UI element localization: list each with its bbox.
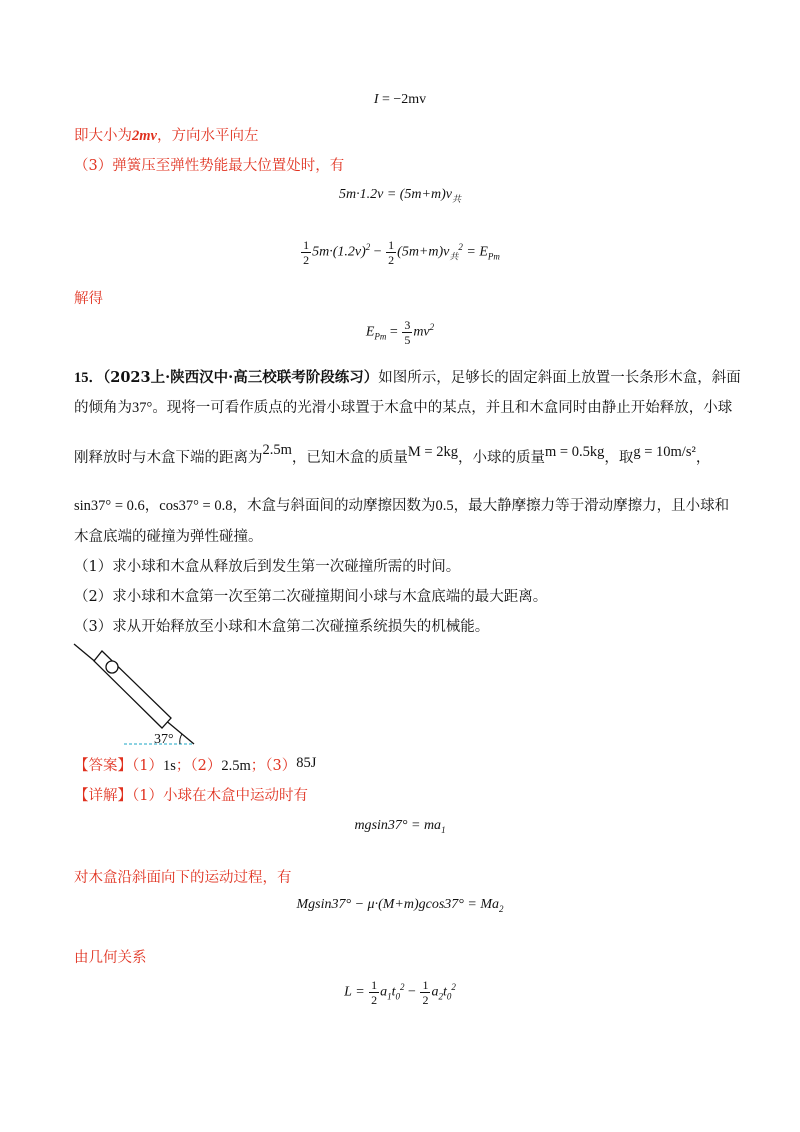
eq4-num: 3 <box>404 318 411 332</box>
eq7-lhs: L = <box>344 984 369 1000</box>
eq7-t2-sup: 2 <box>451 982 456 993</box>
q15-mu: 0.5 <box>435 498 454 514</box>
equation-box-accel <box>0 897 800 914</box>
eq4-sup: 2 <box>429 322 435 333</box>
eq3-frac-1 <box>301 238 311 267</box>
eq7-frac1-den: 2 <box>371 993 378 1007</box>
eq6-e: cos37° = Ma <box>425 897 499 912</box>
eq4-lhs-sub: Pm <box>374 331 387 342</box>
eq3-sup-c: 2 <box>458 242 463 253</box>
q15-sub-1: （1）求小球和木盒从释放后到发生第一次碰撞所需的时间。 <box>74 559 461 575</box>
q15-line-5: 木盒底端的碰撞为弹性碰撞。 <box>74 529 263 545</box>
eq7-t1: t <box>391 984 396 1000</box>
eq5-mid: sin37° = ma <box>371 818 442 833</box>
eq4-equals: = <box>386 324 402 340</box>
eq7-a1-sub: 1 <box>387 991 392 1002</box>
q15-text-3d: ，取 <box>604 450 634 466</box>
eq7-t2: t <box>442 984 447 1000</box>
eq1-rhs: = −2mv <box>381 92 427 107</box>
eq6-d: ·(M+m)g <box>374 897 426 912</box>
eq3-sup-a: 2 <box>365 242 371 253</box>
angle-label: 37° <box>154 732 174 747</box>
solve-label: 解得 <box>74 291 103 307</box>
eq2-sub: 共 <box>451 193 461 204</box>
q15-text-3c: ，小球的质量 <box>457 450 545 466</box>
q15-text-2a: 的倾角为 <box>74 400 132 416</box>
q15-text-4a: ，木盒与斜面间的动摩擦因数为 <box>232 498 436 514</box>
eq7-frac1-num: 1 <box>371 978 378 992</box>
box-motion-intro: 对木盒沿斜面向下的运动过程，有 <box>74 870 292 886</box>
eq3-part-a: 5m·(1.2v) <box>312 244 366 260</box>
eq7-a2-sub: 2 <box>438 991 443 1002</box>
angle-arc <box>180 734 182 744</box>
q15-box-mass: M = 2kg <box>407 444 458 460</box>
answer-part2: ；（2） <box>175 758 222 774</box>
answer-line <box>74 756 316 776</box>
answer-label: 【答案】 <box>74 758 132 774</box>
q15-text-3e: ， <box>695 450 711 466</box>
q15-line-3 <box>74 442 711 468</box>
answer-part3: ；（3） <box>250 758 297 774</box>
eq7-frac2-num: 1 <box>422 978 429 992</box>
eq4-frac <box>402 318 412 347</box>
eq4-den: 5 <box>404 333 411 347</box>
q15-line-4 <box>74 496 729 516</box>
q15-sin: sin37° = 0.6 <box>74 498 145 514</box>
eq6-b: sin37° − <box>315 897 368 912</box>
answer-part1: （1） <box>132 758 163 774</box>
result-text-b: ，方向水平向左 <box>156 128 259 144</box>
eq3-sub-c: 共 <box>449 251 459 262</box>
q15-sep: ， <box>144 498 160 514</box>
wooden-box <box>94 651 171 728</box>
eq7-frac-1 <box>369 978 379 1007</box>
equation-energy <box>0 238 800 267</box>
equation-ball-accel <box>0 818 800 835</box>
eq7-minus: − <box>404 984 420 1000</box>
eq7-frac-2 <box>420 978 430 1007</box>
q15-text-4b: ，最大静摩擦力等于滑动摩擦力，且小球和 <box>453 498 730 514</box>
q15-gravity: g = 10m/s² <box>633 444 696 460</box>
q15-sub-3: （3）求从开始释放至小球和木盒第二次碰撞系统损失的机械能。 <box>74 619 490 635</box>
part3-intro: （3）弹簧压至弹性势能最大位置处时，有 <box>74 158 345 174</box>
equation-momentum <box>0 187 800 205</box>
equation-geometry <box>0 978 800 1007</box>
eq6-a: Mg <box>296 897 316 912</box>
geometry-label: 由几何关系 <box>74 950 147 966</box>
eq3-part-d: = E <box>462 244 488 260</box>
detail-label: 【详解】 <box>74 788 132 804</box>
detail-line <box>74 786 308 806</box>
eq5-sub: 1 <box>441 824 446 835</box>
eq7-frac2-den: 2 <box>422 993 429 1007</box>
q15-text-3a: 刚释放时与木盒下端的距离为 <box>74 450 263 466</box>
answer-value-2: 2.5m <box>221 758 251 774</box>
eq3-minus: − <box>370 244 386 260</box>
ball <box>106 661 118 673</box>
answer-value-1: 1s <box>162 758 176 774</box>
eq6-sub: 2 <box>499 903 504 914</box>
result-value: 2mv <box>132 128 157 144</box>
eq4-lhs: E <box>365 324 375 340</box>
detail-text: （1）小球在木盒中运动时有 <box>132 788 308 804</box>
q15-line-2 <box>74 398 732 418</box>
eq6-mu: μ <box>367 897 375 912</box>
result-text-a: 即大小为 <box>74 128 132 144</box>
eq5-lhs: mg <box>354 818 372 833</box>
q15-text-1: 如图所示，足够长的固定斜面上放置一长条形木盒，斜面 <box>378 370 741 386</box>
q15-text-3b: ，已知木盒的质量 <box>291 450 408 466</box>
eq7-t1-sub: 0 <box>395 991 401 1002</box>
eq3-frac1-num: 1 <box>303 238 310 252</box>
q15-ball-mass: m = 0.5kg <box>544 444 605 460</box>
q15-sub-2: （2）求小球和木盒第一次至第二次碰撞期间小球与木盒底端的最大距离。 <box>74 589 548 605</box>
eq1-lhs: I <box>373 92 379 107</box>
answer-value-3: 85J <box>296 755 317 771</box>
eq7-a1: a <box>380 984 388 1000</box>
equation-epm <box>0 318 800 347</box>
equation-impulse <box>0 92 800 108</box>
q15-cos: cos37° = 0.8 <box>159 498 233 514</box>
eq2-body: 5m·1.2v = (5m+m)v <box>339 187 452 202</box>
q15-number: 15． <box>74 370 103 386</box>
eq3-part-c: (5m+m)v <box>397 244 450 260</box>
q15-source: （2023上·陕西汉中·高三校联考阶段练习） <box>103 369 379 386</box>
q15-line-1 <box>74 368 741 388</box>
eq3-frac2-num: 1 <box>388 238 395 252</box>
incline-figure <box>70 640 210 750</box>
q15-angle: 37° <box>132 400 153 416</box>
eq7-t2-sub: 0 <box>446 991 452 1002</box>
result-line <box>74 126 258 146</box>
eq3-frac-2 <box>386 238 396 267</box>
eq7-a2: a <box>431 984 439 1000</box>
q15-dist: 2.5m <box>262 442 292 458</box>
eq3-frac1-den: 2 <box>303 253 310 267</box>
q15-text-2b: 。现将一可看作质点的光滑小球置于木盒中的某点，并且和木盒同时由静止开始释放，小球 <box>152 400 733 416</box>
eq3-sub-d: Pm <box>487 251 500 262</box>
eq4-rhs: mv <box>413 324 430 340</box>
eq7-t1-sup: 2 <box>400 982 405 993</box>
eq3-frac2-den: 2 <box>388 253 395 267</box>
